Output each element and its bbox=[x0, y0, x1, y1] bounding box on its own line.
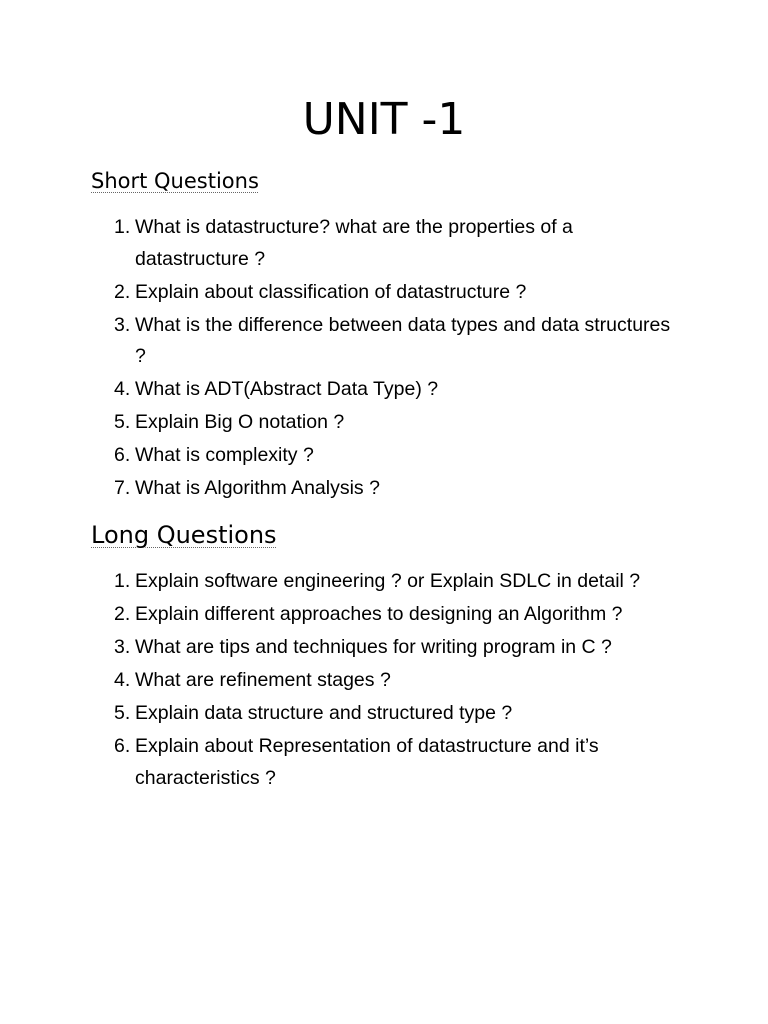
short-question-number: 5. bbox=[114, 411, 131, 433]
long-question-text: Explain different approaches to designing an Algorithm ? bbox=[135, 603, 623, 625]
short-question-text: What is ADT(Abstract Data Type) ? bbox=[135, 378, 439, 400]
short-question-item bbox=[114, 407, 674, 439]
short-question-item bbox=[114, 473, 674, 505]
long-question-text: What are tips and techniques for writing program in C ? bbox=[135, 636, 612, 658]
short-questions-heading: Short Questions bbox=[91, 169, 259, 193]
long-question-text: What are refinement stages ? bbox=[135, 669, 391, 691]
short-question-item bbox=[114, 374, 674, 406]
long-question-text: Explain software engineering ? or Explain SDLC in detail ? bbox=[135, 570, 641, 592]
long-question-item bbox=[114, 566, 674, 598]
short-question-item bbox=[114, 310, 674, 373]
long-question-number: 3. bbox=[114, 636, 131, 658]
long-question-number: 2. bbox=[114, 603, 131, 625]
long-question-text: Explain about Representation of datastructure and it’s characteristics ? bbox=[135, 735, 599, 789]
long-question-item bbox=[114, 698, 674, 730]
short-question-item bbox=[114, 212, 674, 275]
long-question-number: 6. bbox=[114, 735, 131, 757]
long-question-item bbox=[114, 731, 674, 794]
long-question-number: 5. bbox=[114, 702, 131, 724]
page-title: UNIT -1 bbox=[302, 94, 466, 145]
short-question-number: 4. bbox=[114, 378, 131, 400]
long-questions-heading: Long Questions bbox=[91, 521, 277, 549]
short-question-number: 1. bbox=[114, 216, 131, 238]
long-question-number: 1. bbox=[114, 570, 131, 592]
long-question-item bbox=[114, 632, 674, 664]
short-question-number: 6. bbox=[114, 444, 131, 466]
short-question-text: What is Algorithm Analysis ? bbox=[135, 477, 380, 499]
short-question-number: 7. bbox=[114, 477, 131, 499]
long-questions-list bbox=[114, 566, 674, 796]
short-question-text: What is datastructure? what are the properties of a datastructure ? bbox=[135, 216, 573, 270]
short-question-item bbox=[114, 277, 674, 309]
long-question-number: 4. bbox=[114, 669, 131, 691]
short-question-number: 2. bbox=[114, 280, 131, 303]
short-question-text: Explain about classification of datastructure ? bbox=[135, 280, 527, 303]
short-question-item bbox=[114, 440, 674, 472]
long-question-item bbox=[114, 665, 674, 697]
short-question-text: What is complexity ? bbox=[135, 444, 314, 466]
short-question-text: Explain Big O notation ? bbox=[135, 411, 345, 433]
short-question-number: 3. bbox=[114, 313, 131, 336]
long-question-text: Explain data structure and structured type ? bbox=[135, 702, 513, 724]
short-question-text: What is the difference between data types and data structures ? bbox=[135, 313, 671, 367]
long-question-item bbox=[114, 599, 674, 631]
short-questions-list bbox=[114, 212, 674, 506]
